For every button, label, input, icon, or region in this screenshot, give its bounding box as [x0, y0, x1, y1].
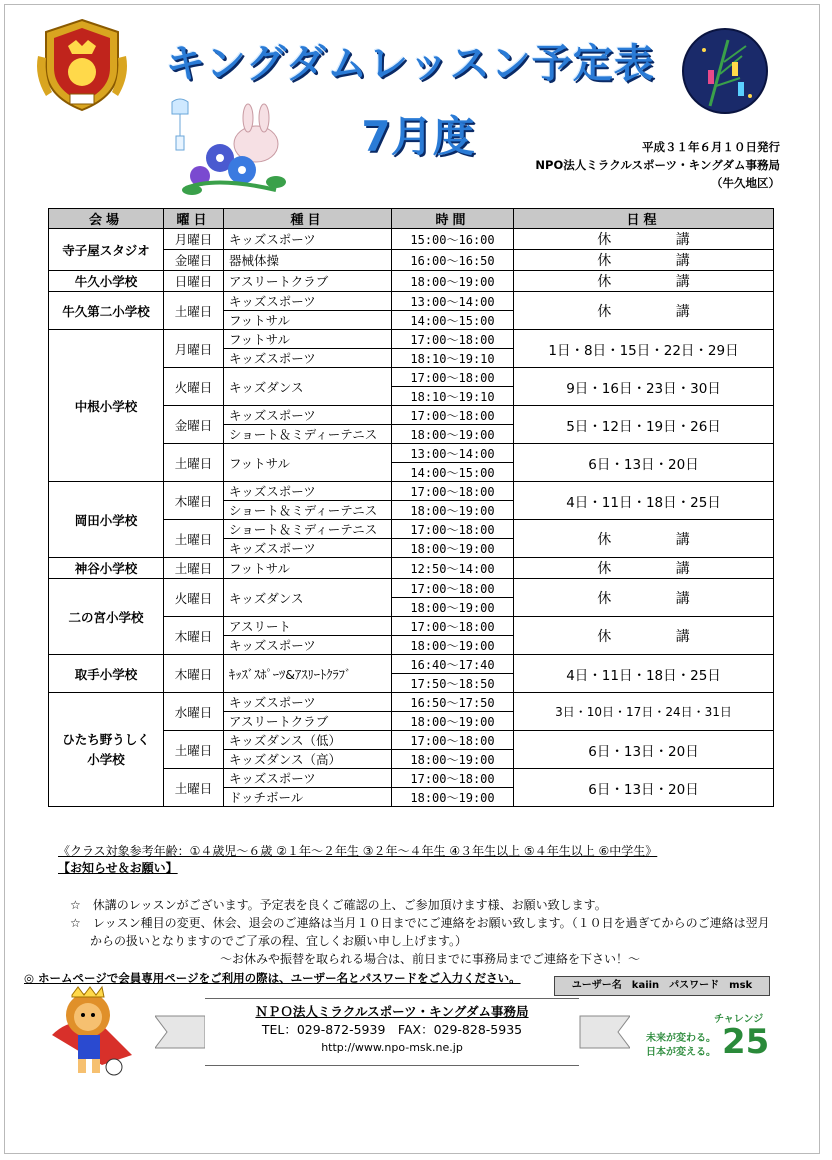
header-time: 時間 [392, 209, 514, 229]
time-cell: 18:00〜19:00 [392, 501, 514, 520]
issue-date: 平成３１年６月１０日発行 [642, 140, 780, 154]
time-cell: 18:00〜19:00 [392, 539, 514, 558]
time-cell: 14:00〜15:00 [392, 311, 514, 330]
day-cell: 土曜日 [164, 444, 224, 482]
notes-section [58, 843, 778, 877]
table-row [49, 558, 774, 579]
footer-phone-fax: TEL：029‐872‐5939 FAX：029‐828‐5935 [261, 1022, 523, 1037]
subject-cell: フットサル [224, 330, 392, 349]
slogan-line: 未来が変わる。 [646, 1033, 716, 1044]
closed-cell: 休 講 [514, 617, 774, 655]
day-cell: 月曜日 [164, 229, 224, 250]
subject-cell: アスリート [224, 617, 392, 636]
table-row [49, 330, 774, 349]
notice-item: ☆ レッスン種目の変更、休会、退会のご連絡は当月１０日までにご連絡をお願い致します。（１０日を過ぎてからのご連絡は翌月からの扱いとなりますのでご了承の程、宜しくお願い申し上げます。） [70, 916, 770, 948]
challenge-label: チャレンジ [714, 1014, 764, 1025]
ribbon-right-decoration [570, 1012, 630, 1052]
day-cell: 土曜日 [164, 769, 224, 807]
dates-cell: 6日・13日・20日 [514, 444, 774, 482]
venue-cell: 取手小学校 [49, 655, 164, 693]
header-schedule: 日程 [514, 209, 774, 229]
summer-decoration-image [156, 96, 306, 196]
subject-cell: ショート＆ミディーテニス [224, 425, 392, 444]
slogan-line: 日本が変える。 [646, 1047, 716, 1058]
venue-cell: ひたち野うしく 小学校 [49, 693, 164, 807]
time-cell: 17:00〜18:00 [392, 579, 514, 598]
closed-cell: 休 講 [514, 229, 774, 250]
day-cell: 木曜日 [164, 617, 224, 655]
notice-list [70, 896, 770, 968]
notice-item: 〜お休みや振替を取られる場合は、前日までに事務局までご連絡を下さい！〜 [219, 952, 640, 966]
time-cell: 17:00〜18:00 [392, 520, 514, 539]
challenge25-logo [640, 1010, 780, 1074]
closed-cell: 休 講 [514, 579, 774, 617]
footer-org: ＮＰＯ法人ミラクルスポーツ・キングダム事務局 [255, 1004, 529, 1019]
time-cell: 15:00〜16:00 [392, 229, 514, 250]
lion-mascot-image [42, 985, 142, 1077]
time-cell: 14:00〜15:00 [392, 463, 514, 482]
subject-cell: キッズダンス [224, 368, 392, 406]
time-cell: 16:50〜17:50 [392, 693, 514, 712]
subject-cell: ショート＆ミディーテニス [224, 520, 392, 539]
subject-cell: キッズダンス（高） [224, 750, 392, 769]
homepage-note: ◎ ホームページで会員専用ページをご利用の際は、ユーザー名とパスワードをご入力ください。 [24, 971, 521, 985]
login-credentials: ユーザー名 kaiin パスワード msk [554, 976, 770, 996]
issue-info [535, 138, 780, 192]
table-row [49, 482, 774, 501]
contact-box [205, 998, 579, 1066]
venue-cell: 中根小学校 [49, 330, 164, 482]
subject-cell: キッズスポーツ [224, 482, 392, 501]
tanabata-logo [680, 26, 770, 116]
issuer-office: NPO法人ミラクルスポーツ・キングダム事務局 [535, 158, 780, 172]
dates-cell: 6日・13日・20日 [514, 769, 774, 807]
subject-cell: キッズスポーツ [224, 539, 392, 558]
time-cell: 12:50〜14:00 [392, 558, 514, 579]
challenge-number: 25 [722, 1022, 770, 1062]
dates-cell: 4日・11日・18日・25日 [514, 655, 774, 693]
closed-cell: 休 講 [514, 520, 774, 558]
closed-cell: 休 講 [514, 292, 774, 330]
subject-cell: フットサル [224, 558, 392, 579]
time-cell: 18:00〜19:00 [392, 425, 514, 444]
dates-cell: 1日・8日・15日・22日・29日 [514, 330, 774, 368]
subject-cell: フットサル [224, 311, 392, 330]
subject-cell: フットサル [224, 444, 392, 482]
time-cell: 17:00〜18:00 [392, 368, 514, 387]
closed-cell: 休 講 [514, 250, 774, 271]
venue-cell: 二の宮小学校 [49, 579, 164, 655]
age-reference: 《クラス対象参考年齢：①４歳児〜６歳 ②１年〜２年生 ③２年〜４年生 ④３年生以上 ⑤４年生以上 ⑥中学生》 [58, 844, 658, 858]
time-cell: 17:00〜18:00 [392, 731, 514, 750]
time-cell: 16:00〜16:50 [392, 250, 514, 271]
day-cell: 火曜日 [164, 368, 224, 406]
time-cell: 18:10〜19:10 [392, 349, 514, 368]
dates-cell: 4日・11日・18日・25日 [514, 482, 774, 520]
table-row [49, 292, 774, 311]
subject-cell: キッズスポーツ [224, 349, 392, 368]
time-cell: 18:00〜19:00 [392, 712, 514, 731]
day-cell: 木曜日 [164, 655, 224, 693]
time-cell: 13:00〜14:00 [392, 292, 514, 311]
subject-cell: キッズスポーツ [224, 406, 392, 425]
time-cell: 17:00〜18:00 [392, 617, 514, 636]
dates-cell: 5日・12日・19日・26日 [514, 406, 774, 444]
day-cell: 土曜日 [164, 520, 224, 558]
time-cell: 17:00〜18:00 [392, 406, 514, 425]
day-cell: 土曜日 [164, 558, 224, 579]
time-cell: 16:40〜17:40 [392, 655, 514, 674]
day-cell: 月曜日 [164, 330, 224, 368]
table-row [49, 271, 774, 292]
time-cell: 18:00〜19:00 [392, 598, 514, 617]
venue-cell: 神谷小学校 [49, 558, 164, 579]
subject-cell: アスリートクラブ [224, 271, 392, 292]
time-cell: 18:00〜19:00 [392, 636, 514, 655]
day-cell: 土曜日 [164, 731, 224, 769]
day-cell: 金曜日 [164, 406, 224, 444]
time-cell: 17:00〜18:00 [392, 330, 514, 349]
subject-cell: 器械体操 [224, 250, 392, 271]
subject-cell: アスリートクラブ [224, 712, 392, 731]
dates-cell: 9日・16日・23日・30日 [514, 368, 774, 406]
lesson-schedule-table [48, 208, 774, 807]
subject-cell: キッズダンス（低） [224, 731, 392, 750]
subject-cell: キッズスポーツ [224, 769, 392, 788]
time-cell: 18:00〜19:00 [392, 750, 514, 769]
day-cell: 土曜日 [164, 292, 224, 330]
footer-url[interactable]: http://www.npo-msk.ne.jp [321, 1041, 463, 1054]
closed-cell: 休 講 [514, 558, 774, 579]
subject-cell: キッズスポーツ [224, 636, 392, 655]
month-label: 7月度 [361, 112, 475, 161]
table-header-row [49, 209, 774, 229]
time-cell: 18:10〜19:10 [392, 387, 514, 406]
day-cell: 金曜日 [164, 250, 224, 271]
day-cell: 火曜日 [164, 579, 224, 617]
kingdom-crest-logo [32, 16, 132, 114]
table-row [49, 655, 774, 674]
subject-cell: ｷｯｽﾞｽﾎﾟｰﾂ&ｱｽﾘｰﾄｸﾗﾌﾞ [224, 655, 392, 693]
subject-cell: キッズスポーツ [224, 292, 392, 311]
time-cell: 13:00〜14:00 [392, 444, 514, 463]
table-row [49, 579, 774, 598]
day-cell: 水曜日 [164, 693, 224, 731]
subject-cell: キッズスポーツ [224, 693, 392, 712]
page-title: キングダムレッスン予定表 [165, 41, 655, 87]
time-cell: 17:50〜18:50 [392, 674, 514, 693]
subject-cell: ショート＆ミディーテニス [224, 501, 392, 520]
time-cell: 18:00〜19:00 [392, 788, 514, 807]
dates-cell: 6日・13日・20日 [514, 731, 774, 769]
venue-cell: 牛久小学校 [49, 271, 164, 292]
header-subject: 種目 [224, 209, 392, 229]
day-cell: 日曜日 [164, 271, 224, 292]
challenge-slogan [646, 1032, 716, 1060]
venue-cell: 寺子屋スタジオ [49, 229, 164, 271]
day-cell: 木曜日 [164, 482, 224, 520]
subject-cell: キッズスポーツ [224, 229, 392, 250]
header-venue: 会場 [49, 209, 164, 229]
time-cell: 17:00〜18:00 [392, 482, 514, 501]
area-label: （牛久地区） [711, 176, 780, 190]
header-day: 曜日 [164, 209, 224, 229]
venue-cell: 牛久第二小学校 [49, 292, 164, 330]
time-cell: 17:00〜18:00 [392, 769, 514, 788]
subject-cell: ドッチボール [224, 788, 392, 807]
time-cell: 18:00〜19:00 [392, 271, 514, 292]
closed-cell: 休 講 [514, 271, 774, 292]
venue-cell: 岡田小学校 [49, 482, 164, 558]
notice-item: ☆ 休講のレッスンがございます。予定表を良くご確認の上、ご参加頂けます様、お願い致します。 [70, 898, 607, 912]
dates-cell: 3日・10日・17日・24日・31日 [514, 693, 774, 731]
notice-heading: 【お知らせ＆お願い】 [58, 861, 178, 875]
subject-cell: キッズダンス [224, 579, 392, 617]
table-row [49, 229, 774, 250]
table-row [49, 693, 774, 712]
